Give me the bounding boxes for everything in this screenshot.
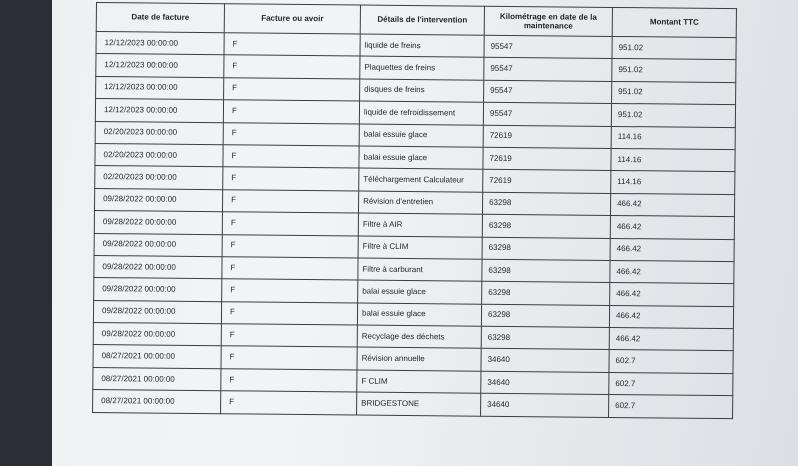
cell-date: 09/28/2022 00:00:00 [93,323,221,347]
cell-details: BRIDGESTONE [357,392,481,416]
cell-type: F [222,212,358,236]
cell-mileage: 63298 [482,237,610,261]
cell-date: 09/28/2022 00:00:00 [94,233,222,257]
cell-date: 12/12/2023 00:00:00 [95,99,223,123]
cell-mileage: 63298 [482,214,610,238]
cell-mileage: 63298 [482,259,610,283]
cell-type: F [222,257,358,281]
cell-type: F [224,33,360,57]
header-mileage: Kilométrage en date de la maintenance [484,6,612,36]
cell-details: Filtre à CLIM [358,236,482,260]
cell-details: liquide de freins [360,34,484,58]
cell-type: F [223,122,359,146]
cell-amount: 466.42 [610,238,734,262]
cell-amount: 951.02 [612,81,736,105]
cell-amount: 466.42 [609,328,733,352]
cell-amount: 951.02 [611,104,735,128]
maintenance-table-sheet [92,2,737,419]
cell-amount: 951.02 [612,59,736,83]
header-amount: Montant TTC [612,7,736,37]
cell-type: F [223,100,359,124]
cell-type: F [222,279,358,303]
cell-type: F [221,346,357,370]
cell-details: Filtre à carburant [358,258,482,282]
cell-type: F [221,369,357,393]
cell-mileage: 63298 [481,304,609,328]
cell-date: 02/20/2023 00:00:00 [95,166,223,190]
cell-mileage: 72619 [483,147,611,171]
cell-date: 09/28/2022 00:00:00 [94,278,222,302]
cell-details: Révision d'entretien [358,191,482,215]
cell-date: 02/20/2023 00:00:00 [95,143,223,167]
cell-details: Téléchargement Calculateur [359,168,483,192]
cell-amount: 466.42 [610,216,734,240]
cell-details: balai essuie glace [359,146,483,170]
cell-type: F [223,145,359,169]
cell-details: balai essuie glace [359,124,483,148]
cell-amount: 466.42 [610,283,734,307]
cell-amount: 466.42 [609,305,733,329]
cell-amount: 602.7 [609,350,733,374]
cell-details: balai essuie glace [358,280,482,304]
cell-date: 09/28/2022 00:00:00 [94,211,222,235]
cell-amount: 114.16 [611,126,735,150]
cell-mileage: 63298 [482,282,610,306]
cell-mileage: 72619 [483,125,611,149]
cell-type: F [224,78,360,102]
cell-details: liquide de refroidissement [359,101,483,125]
cell-mileage: 63298 [482,192,610,216]
cell-amount: 114.16 [611,171,735,195]
cell-details: Recyclage des déchets [357,325,481,349]
cell-date: 09/28/2022 00:00:00 [94,255,222,279]
cell-date: 12/12/2023 00:00:00 [96,32,224,56]
cell-mileage: 95547 [484,80,612,104]
cell-amount: 602.7 [609,372,733,396]
cell-mileage: 95547 [484,58,612,82]
table-body [93,32,737,419]
cell-date: 08/27/2021 00:00:00 [93,367,221,391]
cell-type: F [223,167,359,191]
cell-type: F [221,301,357,325]
cell-date: 12/12/2023 00:00:00 [96,76,224,100]
cell-amount: 114.16 [611,148,735,172]
cell-details: Plaquettes de freins [360,56,484,80]
cell-mileage: 95547 [484,35,612,59]
cell-details: Filtre à AIR [358,213,482,237]
cell-type: F [221,324,357,348]
cell-mileage: 72619 [483,170,611,194]
cell-details: F CLIM [357,370,481,394]
cell-amount: 466.42 [610,260,734,284]
cell-amount: 951.02 [612,36,736,60]
cell-date: 12/12/2023 00:00:00 [96,54,224,78]
cell-mileage: 95547 [483,102,611,126]
cell-details: disques de freins [360,79,484,103]
maintenance-table [92,2,737,419]
cell-date: 08/27/2021 00:00:00 [93,345,221,369]
cell-date: 08/27/2021 00:00:00 [93,390,221,414]
cell-mileage: 34640 [481,371,609,395]
header-date: Date de facture [96,3,224,33]
cell-details: balai essuie glace [357,303,481,327]
cell-type: F [222,234,358,258]
header-details: Détails de l'intervention [360,5,484,35]
cell-mileage: 34640 [481,393,609,417]
cell-mileage: 63298 [481,326,609,350]
cell-details: Révision annuelle [357,347,481,371]
cell-amount: 466.42 [610,193,734,217]
cell-type: F [222,189,358,213]
cell-type: F [221,391,357,415]
cell-amount: 602.7 [609,395,733,419]
cell-mileage: 34640 [481,349,609,373]
cell-type: F [224,55,360,79]
header-type: Facture ou avoir [224,4,360,34]
cell-date: 09/28/2022 00:00:00 [94,188,222,212]
cell-date: 09/28/2022 00:00:00 [93,300,221,324]
cell-date: 02/20/2023 00:00:00 [95,121,223,145]
